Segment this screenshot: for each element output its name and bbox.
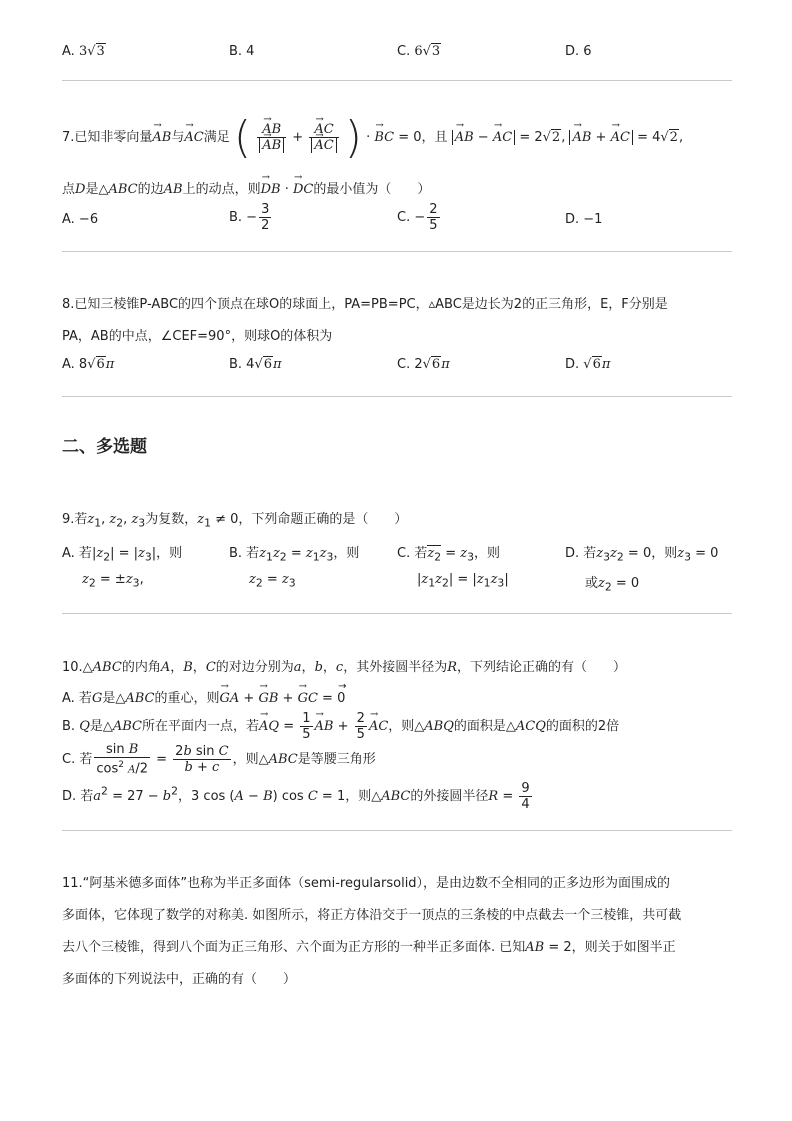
divider [62, 830, 732, 831]
q7-stem-line2: 点D是△ABC的边AB上的动点，则→ DB · → DC的最小值为（ ） [62, 178, 430, 197]
q9-option-d[interactable]: D. 若$z_3z_2 = 0$，则$z_3 = 0$ 或$z_2 = 0$ [565, 546, 719, 594]
q9-option-a[interactable]: A. 若$|z_2| = |z_3|$，则 $z_2 = \pm z_3$, [62, 546, 183, 590]
q11-stem-line4: 多面体的下列说法中，正确的有（ ） [62, 972, 297, 987]
q8-option-d[interactable]: D. √6π [565, 357, 611, 372]
q7-option-b[interactable]: B. − $\frac{3}{2}$ [229, 202, 270, 233]
q9-option-b[interactable]: B. 若$z_1z_2 = z_1z_3$，则 $z_2 = z_3$ [229, 546, 360, 590]
q10-option-b[interactable]: B. Q是△ABC所在平面内一点，若→ AQ = $\frac{1}{5}$ → AB + $\frac{2}{5}$ → AC，则△ABQ的面积是△ACQ的面积的2倍 [62, 711, 619, 742]
q6-option-c[interactable]: C. 6√3 [397, 44, 441, 59]
q9-option-c[interactable]: C. 若$z_2 = z_3$，则 $|z_1z_2| = |z_1z_3|$ [397, 546, 509, 590]
divider [62, 251, 732, 252]
q8-stem-line1: 8.已知三棱锥P-ABC的四个顶点在球O的球面上，PA=PB=PC，▵ABC是边长为2的正三角形，E，F分别是 [62, 297, 668, 312]
q7-option-d[interactable]: D. −1 [565, 212, 603, 227]
q11-stem-line2: 多面体，它体现了数学的对称美. 如图所示，将正方体沿交于一顶点的三条棱的中点截去一个三棱锥，共可截 [62, 908, 682, 923]
divider [62, 396, 732, 397]
q6-option-d[interactable]: D. 6 [565, 44, 592, 59]
q11-stem-line3: 去八个三棱锥，得到八个面为正三角形、六个面为正方形的一种半正多面体. 已知AB = 2，则关于如图半正 [62, 940, 676, 955]
q10-option-c[interactable]: C. 若 $\frac{\text{sin B}}{\cos^2 A/2}$ = $\frac{\text{2b sin C}}{b + c}$ ，则△ABC是等腰三角形 [62, 742, 376, 777]
q8-option-b[interactable]: B. 4√6π [229, 357, 282, 372]
q9-stem: 9.若$z_1$, $z_2$, $z_3$为复数，$z_1 \ne 0$，下列命题正确的是（ ） [62, 512, 408, 530]
q7-stem-line1: 7.已知非零向量→ AB与→ AC满足 ( → AB → AB + → AC → AC ) · → BC = 0，且 → AB − → AC = 2√2, → AB + → AC = 4√2, [62, 112, 683, 163]
q11-stem-line1: 11.“阿基米德多面体”也称为半正多面体（semi-regularsolid），是由边数不全相同的正多边形为面围成的 [62, 876, 671, 891]
divider [62, 80, 732, 81]
q10-stem: 10.△ABC的内角A，B，C的对边分别为a，b，c，其外接圆半径为R，下列结论正确的有（ ） [62, 660, 627, 675]
q8-option-a[interactable]: A. 8√6π [62, 357, 115, 372]
q10-option-d[interactable]: D. 若$a^2 = 27 - b^2$，3 cos (A − B) cos C = 1，则△ABC的外接圆半径R = $\frac{9}{4}$ [62, 781, 530, 812]
q7-option-c[interactable]: C. − $\frac{2}{5}$ [397, 202, 438, 233]
q6-option-a[interactable]: A. 3√3 [62, 44, 105, 59]
q10-option-a[interactable]: A. 若G是△ABC的重心，则→ GA + → GB + → GC = → 0 [62, 687, 345, 706]
q8-stem-line2: PA，AB的中点，∠CEF=90°，则球O的体积为 [62, 329, 333, 344]
q8-option-c[interactable]: C. 2√6π [397, 357, 450, 372]
section-title: 二、多选题 [62, 437, 147, 457]
q7-option-a[interactable]: A. −6 [62, 212, 99, 227]
divider [62, 613, 732, 614]
q6-option-b[interactable]: B. 4 [229, 44, 255, 59]
